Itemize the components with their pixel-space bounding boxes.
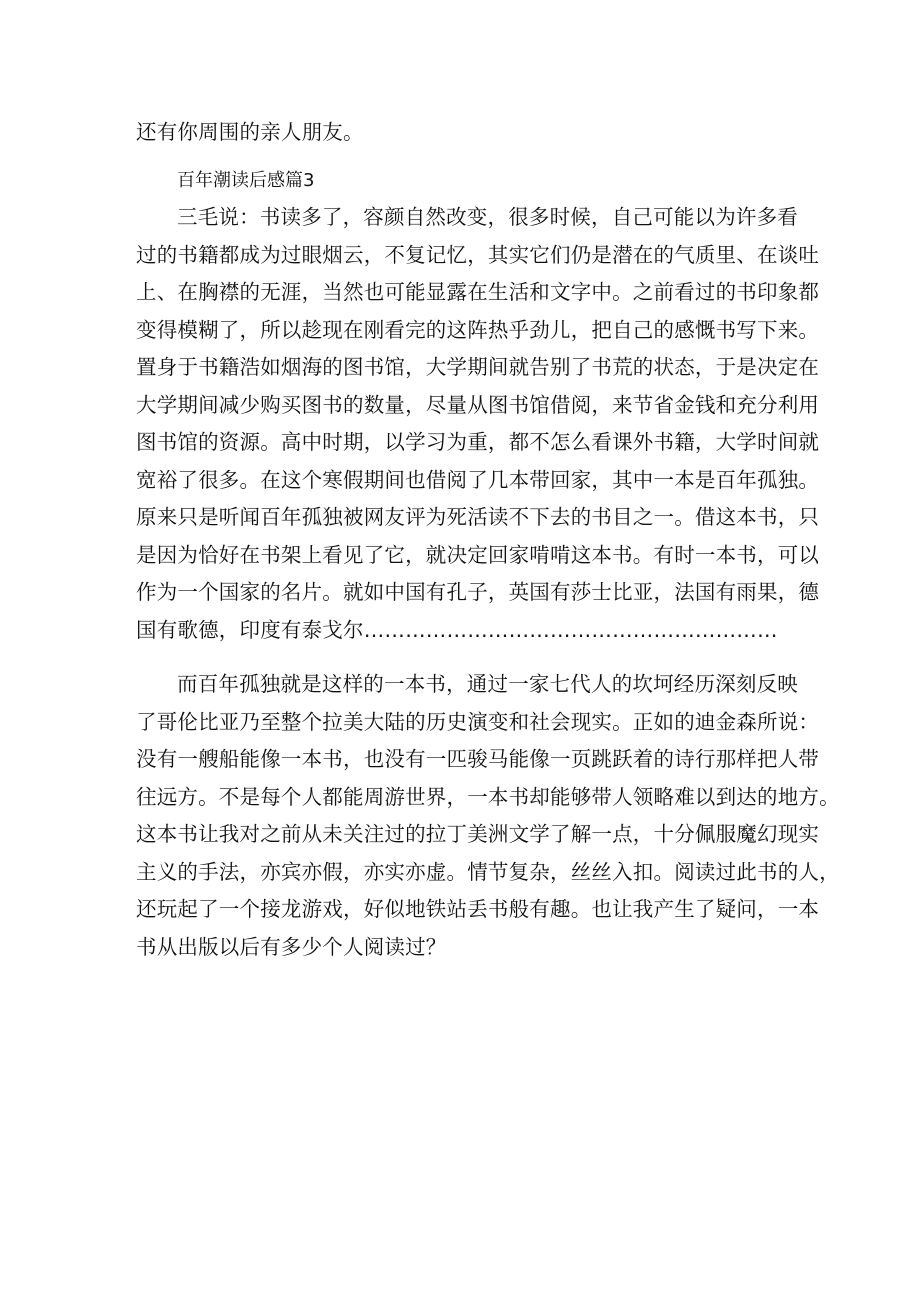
text-line: 变得模糊了，所以趁现在刚看完的这阵热乎劲儿，把自己的感慨书写下来。: [136, 317, 820, 342]
text-line: 书从出版以后有多少个人阅读过？: [136, 934, 447, 959]
text-line: 作为一个国家的名片。就如中国有孔子，英国有莎士比亚，法国有雨果，德: [136, 580, 820, 604]
paragraph-2: [136, 666, 840, 966]
text-line: 图书馆的资源。高中时期，以学习为重，都不怎么看课外书籍，大学时间就: [136, 430, 820, 454]
text-line: 主义的手法，亦宾亦假，亦实亦虚。情节复杂，丝丝入扣。阅读过此书的人，: [136, 859, 840, 884]
document-body: [136, 114, 840, 966]
paragraph-continuation: [136, 114, 796, 152]
text-line: 了哥伦比亚乃至整个拉美大陆的历史演变和社会现实。正如的迪金森所说：: [136, 709, 820, 734]
text-line: 还玩起了一个接龙游戏，好似地铁站丢书般有趣。也让我产生了疑问，一本: [136, 897, 820, 921]
text-line: 置身于书籍浩如烟海的图书馆，大学期间就告别了书荒的状态，于是决定在: [136, 355, 820, 379]
section-heading: 百年潮读后感篇3: [177, 169, 315, 191]
text-line: 宽裕了很多。在这个寒假期间也借阅了几本带回家，其中一本是百年孤独。: [136, 467, 820, 492]
text-line: 往远方。不是每个人都能周游世界，一本书却能够带人领略难以到达的地方。: [136, 784, 840, 809]
text-line: 原来只是听闻百年孤独被网友评为死活读不下去的书目之一。借这本书，只: [136, 505, 820, 529]
text-line: 这本书让我对之前从未关注过的拉丁美洲文学了解一点，十分佩服魔幻现实: [136, 822, 820, 846]
text-line: 上、在胸襟的无涯，当然也可能显露在生活和文字中。之前看过的书印象都: [136, 280, 820, 304]
text-line: 国有歌德，印度有泰戈尔……………………………………………………: [136, 617, 778, 642]
text-line: 是因为恰好在书架上看见了它，就决定回家啃啃这本书。有时一本书，可以: [136, 542, 820, 567]
text-line: 而百年孤独就是这样的一本书，通过一家七代人的坎坷经历深刻反映: [177, 672, 798, 696]
text-line: 没有一艘船能像一本书，也没有一匹骏马能像一页跳跃着的诗行那样把人带: [136, 747, 820, 771]
text-line: 大学期间减少购买图书的数量，尽量从图书馆借阅，来节省金钱和充分利用: [136, 392, 820, 417]
text-line: 过的书籍都成为过眼烟云，不复记忆，其实它们仍是潜在的气质里、在谈吐: [136, 242, 820, 267]
paragraph-1: [136, 199, 820, 649]
text-line: 还有你周围的亲人朋友。: [136, 120, 364, 144]
text-line: 三毛说：书读多了，容颜自然改变，很多时候，自己可能以为许多看: [177, 205, 798, 229]
